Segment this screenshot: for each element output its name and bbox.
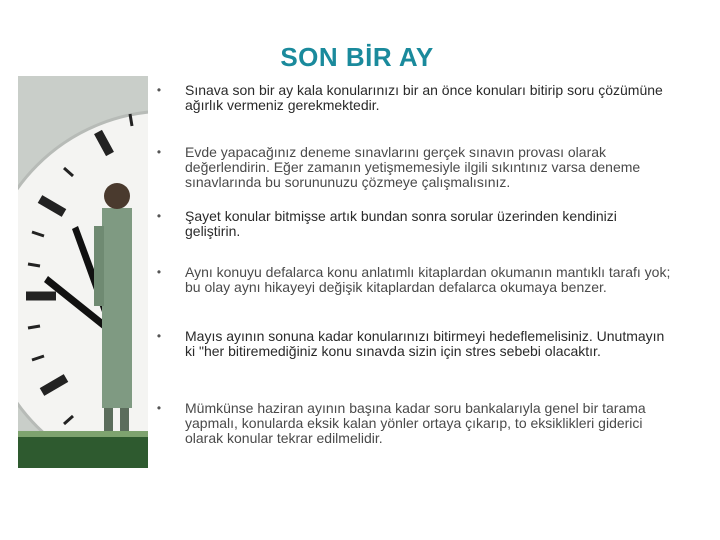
clock-image	[18, 76, 148, 468]
bullet-marker: •	[156, 265, 162, 279]
bullet-marker: •	[156, 145, 162, 159]
bullet-text: Sınava son bir ay kala konularınızı bir an önce konuları bitirip soru çözümüne ağırlık vermeniz gerekmektedir.	[185, 82, 663, 113]
bullet-text: Şayet konular bitmişse artık bundan sonra sorular üzerinden kendinizi geliştirin.	[185, 208, 617, 239]
bullet-text: Mayıs ayının sonuna kadar konularınızı bitirmeyi hedeflemelisiniz. Unutmayın ki "her bitiremediğiniz konu sınavda sizin için stres sebebi olacaktır.	[185, 328, 665, 359]
bullet-marker: •	[156, 401, 162, 415]
bullet-text: Evde yapacağınız deneme sınavlarını gerçek sınavın provası olarak değerlendirin. Eğer zamanın yetişmemesiyle ilgili sıkıntınız varsa deneme sınavlarında bu sorununuzu çözmeye çalışmalısınız.	[185, 144, 641, 190]
bullet-text: Aynı konuyu defalarca konu anlatımlı kitaplardan okumanın mantıklı tarafı yok; bu olay aynı hikayeyi değişik kitaplardan defalarca okumaya benzer.	[185, 264, 671, 295]
bullet-marker: •	[156, 329, 162, 343]
bullet-marker: •	[156, 209, 162, 223]
bullet-text: Mümkünse haziran ayının başına kadar soru bankalarıyla genel bir tarama yapmalı, konularda eksik kalan yönler ortaya çıkarıp, to eksiklikleri giderici olarak konular tekrar edilmelidir.	[185, 400, 646, 446]
clock-illustration	[18, 76, 148, 468]
slide-title: SON BİR AY	[280, 42, 434, 72]
bullet-marker: •	[156, 83, 162, 97]
